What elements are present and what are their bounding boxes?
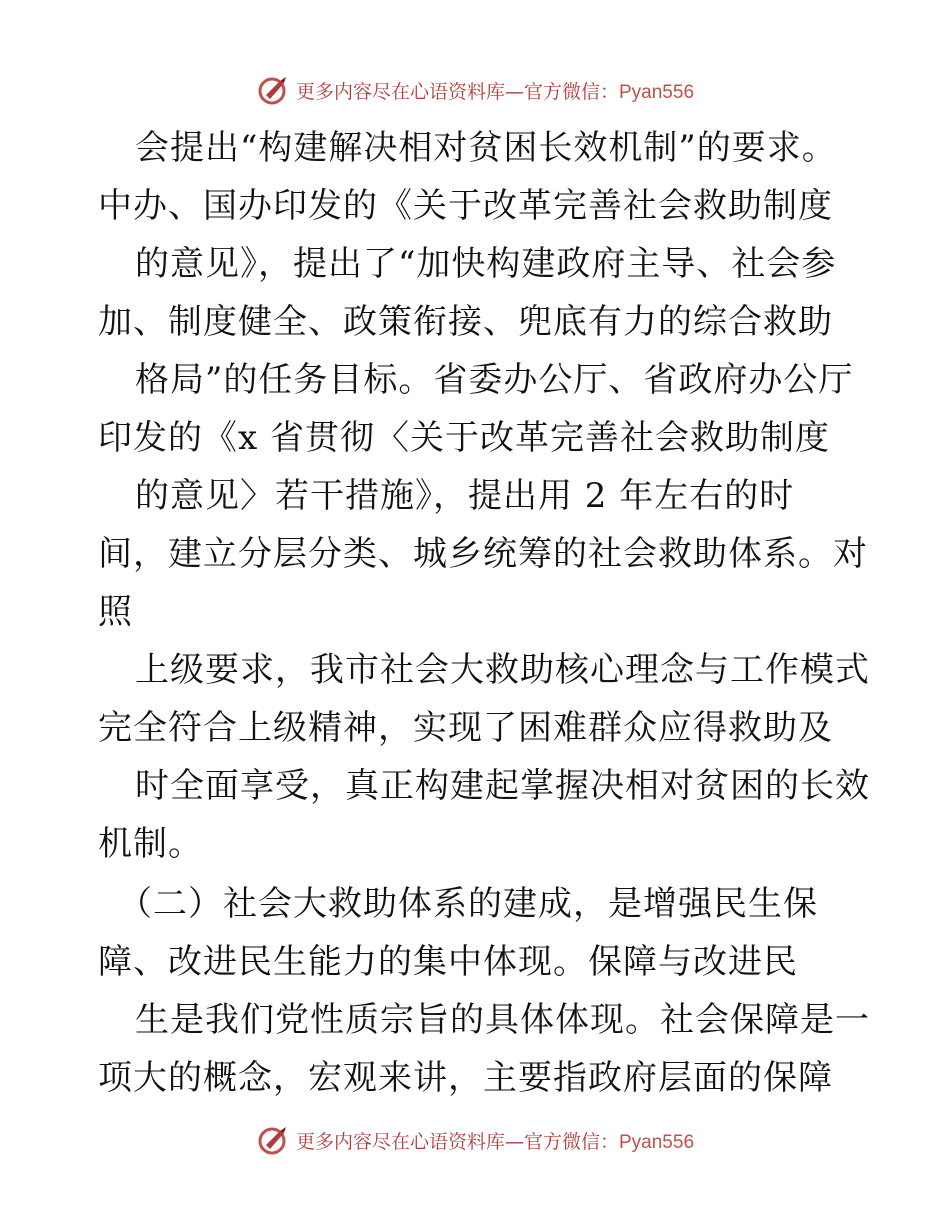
paragraph-line: 生是我们党性质宗旨的具体体现。社会保障是一 — [135, 1000, 870, 1040]
pen-logo-icon — [256, 73, 290, 107]
paragraph-line: 项大的概念，宏观来讲，主要指政府层面的保障 — [98, 1058, 833, 1098]
paragraph-line: 障、改进民生能力的集中体现。保障与改进民 — [98, 942, 798, 982]
pen-logo-icon — [256, 1123, 290, 1157]
paragraph-line: 机制。 — [98, 824, 203, 864]
paragraph-line: 的意见》，提出了“加快构建政府主导、社会参 — [135, 244, 837, 284]
paragraph-line: 会提出“构建解决相对贫困长效机制”的要求。 — [135, 128, 837, 168]
paragraph-line: 的意见〉若干措施》，提出用 2 年左右的时 — [135, 476, 795, 516]
watermark-text: 更多内容尽在心语资料库—官方微信：Pyan556 — [295, 1130, 695, 1153]
paragraph-line: （二）社会大救助体系的建成，是增强民生保 — [118, 884, 818, 924]
paragraph-line: 时全面享受，真正构建起掌握决相对贫困的长效 — [135, 766, 870, 806]
paragraph-line: 完全符合上级精神，实现了困难群众应得救助及 — [98, 708, 833, 748]
paragraph-line: 中办、国办印发的《关于改革完善社会救助制度 — [98, 186, 833, 226]
footer-watermark-banner — [0, 1120, 950, 1160]
watermark-text: 更多内容尽在心语资料库—官方微信：Pyan556 — [295, 80, 695, 103]
paragraph-line: 照 — [98, 592, 133, 632]
paragraph-line: 印发的《x 省贯彻〈关于改革完善社会救助制度 — [98, 418, 830, 458]
header-watermark-banner — [0, 70, 950, 110]
paragraph-line: 上级要求，我市社会大救助核心理念与工作模式 — [135, 650, 870, 690]
paragraph-line: 格局”的任务目标。省委办公厅、省政府办公厅 — [135, 360, 854, 400]
paragraph-line: 加、制度健全、政策衔接、兜底有力的综合救助 — [98, 302, 833, 342]
paragraph-line: 间，建立分层分类、城乡统筹的社会救助体系。对 — [98, 534, 868, 574]
